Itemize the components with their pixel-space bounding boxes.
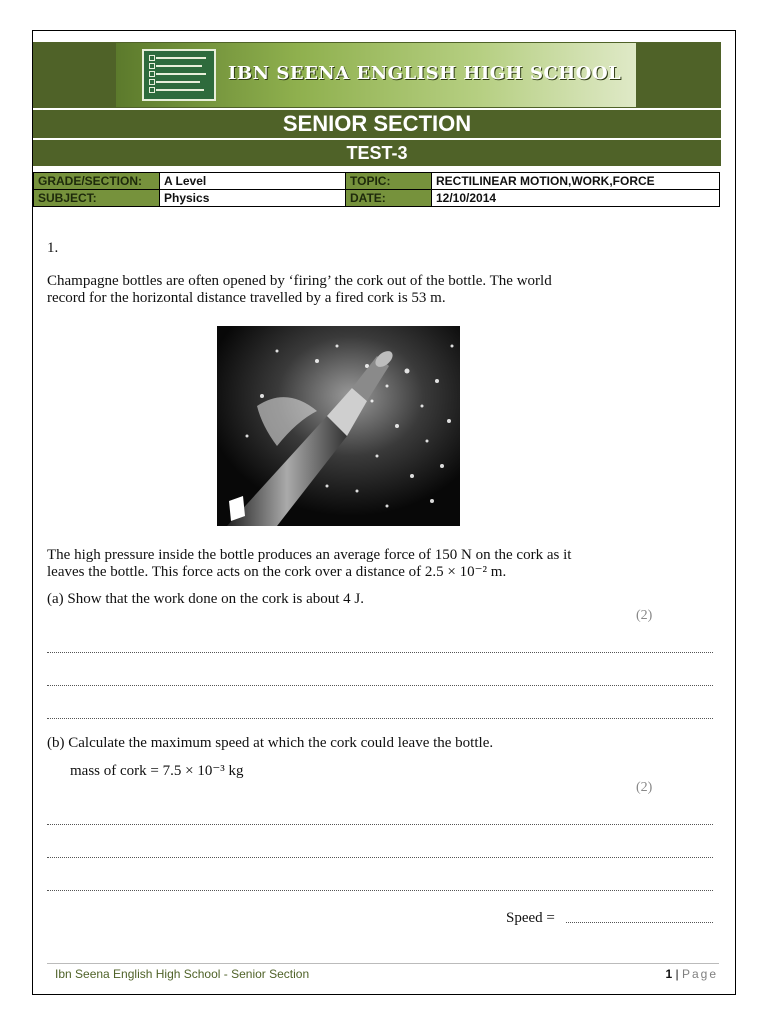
part-a-text [47, 591, 364, 608]
part-b-text [47, 735, 493, 752]
speed-answer-line[interactable] [566, 922, 713, 923]
info-row [34, 173, 720, 190]
topic-label: TOPIC: [346, 173, 432, 190]
grade-label: GRADE/SECTION: [34, 173, 160, 190]
mass-line: mass of cork = 7.5 × 10⁻³ kg [70, 763, 244, 779]
test-title: TEST-3 [33, 140, 721, 166]
date-value: 12/10/2014 [432, 190, 720, 207]
force-line-2: leaves the bottle. This force acts on the cork over a distance of 2.5 × 10⁻² m. [47, 564, 507, 580]
question-number: 1. [47, 240, 59, 256]
info-table [33, 172, 720, 207]
answer-line[interactable] [47, 718, 713, 719]
answer-line[interactable] [47, 857, 713, 858]
intro-paragraph [47, 273, 552, 307]
section-title: SENIOR SECTION [33, 110, 721, 138]
answer-line[interactable] [47, 824, 713, 825]
grade-value: A Level [160, 173, 346, 190]
answer-line[interactable] [47, 890, 713, 891]
page-indicator [620, 967, 718, 981]
page-word: Page [681, 967, 718, 981]
page-number: 1 [665, 967, 673, 981]
info-row [34, 190, 720, 207]
school-name: IBN SEENA ENGLISH HIGH SCHOOL [228, 63, 622, 84]
subject-label: SUBJECT: [34, 190, 160, 207]
subject-value: Physics [160, 190, 346, 207]
answer-line[interactable] [47, 685, 713, 686]
photo-illustration [217, 326, 460, 526]
part-b-marks: (2) [636, 780, 653, 795]
intro-line-2: record for the horizontal distance travelled by a fired cork is 53 m. [47, 290, 446, 306]
speed-label: Speed = [506, 910, 555, 926]
part-b-line: (b) Calculate the maximum speed at which the cork could leave the bottle. [47, 735, 494, 751]
topic-value: RECTILINEAR MOTION,WORK,FORCE [432, 173, 720, 190]
part-a-marks: (2) [636, 608, 653, 623]
date-label: DATE: [346, 190, 432, 207]
champagne-cork-photo [217, 326, 460, 526]
part-a-line: (a) Show that the work done on the cork is about 4 J. [47, 591, 365, 607]
footer-divider [47, 963, 719, 964]
force-line-1: The high pressure inside the bottle produces an average force of 150 N on the cork as it [47, 547, 572, 563]
page-separator: | [672, 967, 682, 981]
footer-school: Ibn Seena English High School - Senior Section [55, 967, 310, 981]
answer-line[interactable] [47, 652, 713, 653]
mass-given [70, 763, 243, 780]
force-paragraph [47, 547, 571, 581]
intro-line-1: Champagne bottles are often opened by ‘firing’ the cork out of the bottle. The world [47, 273, 552, 289]
school-logo-icon [142, 49, 216, 101]
